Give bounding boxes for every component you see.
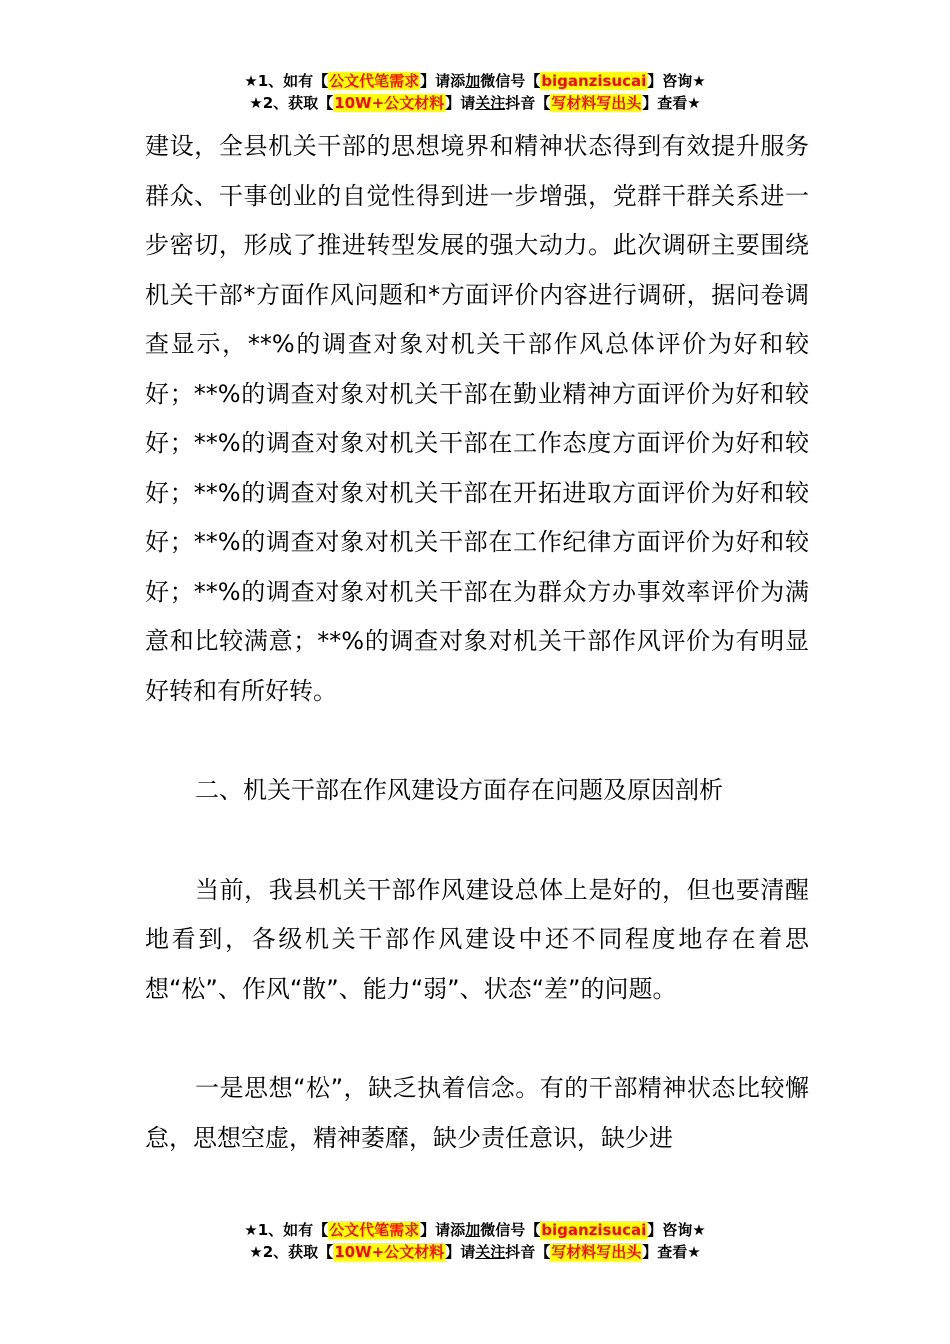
banner-text: 】请 xyxy=(445,1243,476,1261)
banner-highlight: biganzisucai xyxy=(541,72,647,90)
banner-text: 】咨询★ xyxy=(647,72,706,90)
banner-underlined-text: 加 xyxy=(465,1221,481,1239)
banner-text: ★2、获取【 xyxy=(249,1243,334,1261)
banner-highlight: 公文代笔需求 xyxy=(329,1221,420,1239)
header-banner xyxy=(0,70,950,114)
banner-highlight: 10W+公文材料 xyxy=(334,94,445,112)
banner-text: 】请添 xyxy=(420,72,466,90)
banner-text: 抖音【 xyxy=(505,1243,551,1261)
banner-underlined-text: 加 xyxy=(465,72,481,90)
banner-text: ★1、如有【 xyxy=(244,1221,329,1239)
banner-highlight: 10W+公文材料 xyxy=(334,1243,445,1261)
banner-line-1 xyxy=(0,1219,950,1241)
banner-highlight: 写材料写出头 xyxy=(551,94,642,112)
banner-text: 】查看★ xyxy=(642,1243,701,1261)
section-heading: 二、机关干部在作风建设方面存在问题及原因剖析 xyxy=(195,776,723,804)
banner-underlined-text: 关注 xyxy=(475,1243,506,1261)
banner-line-2 xyxy=(0,1241,950,1263)
banner-text: 】查看★ xyxy=(642,94,701,112)
paragraph-spacer xyxy=(145,716,809,766)
banner-text: 】请添 xyxy=(420,1221,466,1239)
footer-banner xyxy=(0,1219,950,1263)
paragraph-spacer xyxy=(145,1014,809,1064)
banner-text: 微信号【 xyxy=(480,1221,541,1239)
banner-line-1 xyxy=(0,70,950,92)
paragraph-survey-results: 建设，全县机关干部的思想境界和精神状态得到有效提升服务群众、干事创业的自觉性得到进一步增强，党群干群关系进一步密切，形成了推进转型发展的强大动力。此次调研主要围绕机关干部*方面作风问题和*方面评价内容进行调研，据问卷调查显示，**%的调查对象对机关干部作风总体评价为好和较好；**%的调查对象对机关干部在勤业精神方面评价为好和较好；**%的调查对象对机关干部在工作态度方面评价为好和较好；**%的调查对象对机关干部在开拓进取方面评价为好和较好；**%的调查对象对机关干部在工作纪律方面评价为好和较好；**%的调查对象对机关干部在为群众方办事效率评价为满意和比较满意；**%的调查对象对机关干部作风评价为有明显好转和有所好转。 xyxy=(145,132,809,705)
banner-text: 】请 xyxy=(445,94,476,112)
banner-text: ★1、如有【 xyxy=(244,72,329,90)
banner-highlight: 写材料写出头 xyxy=(551,1243,642,1261)
banner-highlight: 公文代笔需求 xyxy=(329,72,420,90)
banner-highlight: biganzisucai xyxy=(541,1221,647,1239)
paragraph-point-one: 一是思想“松”，缺乏执着信念。有的干部精神状态比较懈怠，思想空虚，精神萎靡，缺少责任意识，缺少进 xyxy=(145,1074,809,1152)
paragraph-overview: 当前，我县机关干部作风建设总体上是好的，但也要清醒地看到，各级机关干部作风建设中还不同程度地存在着思想“松”、作风“散”、能力“弱”、状态“差”的问题。 xyxy=(145,875,809,1003)
banner-text: 抖音【 xyxy=(505,94,551,112)
banner-line-2 xyxy=(0,92,950,114)
banner-text: 微信号【 xyxy=(480,72,541,90)
paragraph-spacer xyxy=(145,816,809,866)
banner-text: 】咨询★ xyxy=(647,1221,706,1239)
banner-underlined-text: 关注 xyxy=(475,94,506,112)
document-body xyxy=(145,122,809,1163)
banner-text: ★2、获取【 xyxy=(249,94,334,112)
